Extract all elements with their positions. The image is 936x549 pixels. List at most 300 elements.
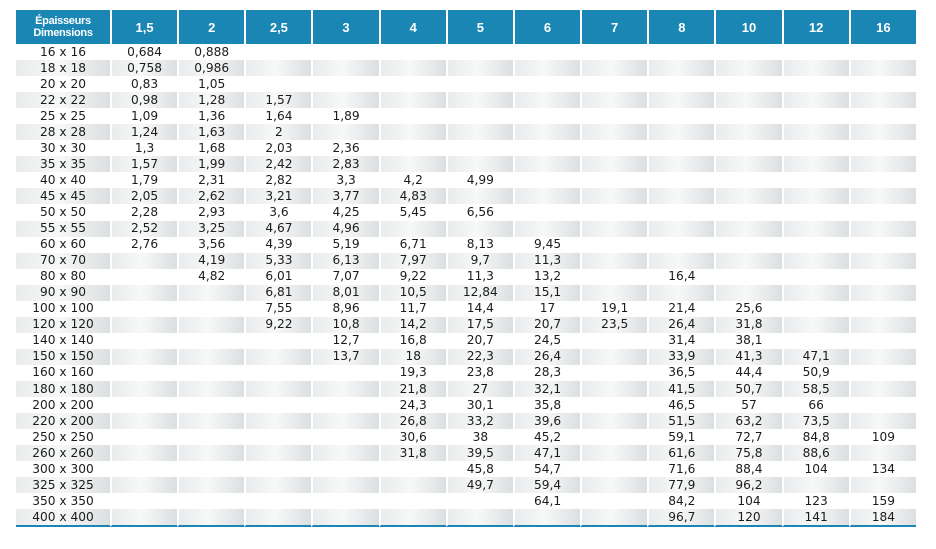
thickness-header: 2,5 [244,10,311,44]
table-row [16,365,916,381]
weight-cell [311,397,378,413]
weight-cell [580,76,647,92]
weight-cell: 2,42 [244,156,311,172]
weight-cell: 20,7 [513,317,580,333]
dimension-cell: 140 x 140 [16,333,110,349]
dimension-cell: 400 x 400 [16,509,110,527]
weight-cell: 35,8 [513,397,580,413]
weight-cell: 50,7 [714,381,781,397]
weight-cell: 51,5 [647,413,714,429]
weight-cell [311,445,378,461]
weight-cell [513,124,580,140]
weight-cell: 45,8 [446,461,513,477]
weight-cell [849,156,916,172]
thickness-header: 1,5 [110,10,177,44]
weight-cell: 13,7 [311,349,378,365]
weight-cell [311,92,378,108]
table-row [16,397,916,413]
weight-cell [311,365,378,381]
weight-cell [177,317,244,333]
weight-cell [513,172,580,188]
weight-cell [580,44,647,60]
weight-cell: 2,31 [177,172,244,188]
weight-cell [714,124,781,140]
weight-cell [110,397,177,413]
weight-cell [379,493,446,509]
weight-cell [177,365,244,381]
weight-cell: 96,2 [714,477,781,493]
table-row [16,493,916,509]
thickness-header: 3 [311,10,378,44]
weight-cell: 10,5 [379,285,446,301]
weight-cell [580,413,647,429]
weight-cell [782,124,849,140]
dimension-cell: 60 x 60 [16,237,110,253]
weight-cell: 1,57 [244,92,311,108]
dimension-axis-label: Dimensions [33,27,93,39]
weight-cell [580,92,647,108]
weight-cell [379,477,446,493]
weight-cell [714,92,781,108]
weight-cell [714,60,781,76]
weight-cell [244,509,311,527]
table-row [16,92,916,108]
dimension-cell: 80 x 80 [16,269,110,285]
weight-cell [782,477,849,493]
weight-cell: 4,67 [244,221,311,237]
weight-cell [647,44,714,60]
weight-cell: 1,63 [177,124,244,140]
thickness-header: 5 [446,10,513,44]
weight-cell: 5,33 [244,253,311,269]
weight-cell: 0,986 [177,60,244,76]
weight-cell [849,413,916,429]
weight-cell [110,493,177,509]
weight-cell [580,237,647,253]
weight-cell: 17 [513,301,580,317]
weight-cell: 24,3 [379,397,446,413]
weight-cell: 49,7 [446,477,513,493]
weight-cell [580,172,647,188]
dimension-cell: 55 x 55 [16,221,110,237]
weight-cell [647,124,714,140]
weight-cell [110,509,177,527]
weight-cell [849,477,916,493]
weight-cell [849,124,916,140]
thickness-header: 10 [714,10,781,44]
weight-cell [580,493,647,509]
weight-cell [110,269,177,285]
weight-cell: 12,7 [311,333,378,349]
dimension-cell: 90 x 90 [16,285,110,301]
weight-cell [647,221,714,237]
weight-table-container [16,10,916,527]
weight-cell [311,124,378,140]
weight-cell [513,60,580,76]
weight-cell [849,108,916,124]
weight-cell [244,477,311,493]
weight-cell [244,365,311,381]
weight-cell: 17,5 [446,317,513,333]
weight-cell [782,317,849,333]
weight-cell [647,156,714,172]
dimension-cell: 70 x 70 [16,253,110,269]
weight-cell: 3,21 [244,188,311,204]
weight-cell: 6,13 [311,253,378,269]
weight-cell: 2,93 [177,204,244,220]
weight-cell [110,413,177,429]
weight-cell: 31,8 [714,317,781,333]
weight-cell [849,301,916,317]
dimension-cell: 120 x 120 [16,317,110,333]
weight-cell: 3,6 [244,204,311,220]
weight-cell: 4,19 [177,253,244,269]
weight-cell: 104 [782,461,849,477]
dimension-cell: 220 x 200 [16,413,110,429]
weight-cell: 11,3 [446,269,513,285]
weight-cell [379,221,446,237]
weight-cell: 15,1 [513,285,580,301]
weight-cell: 11,3 [513,253,580,269]
table-row [16,349,916,365]
weight-cell: 26,8 [379,413,446,429]
weight-cell [446,509,513,527]
weight-cell: 19,3 [379,365,446,381]
weight-cell: 16,4 [647,269,714,285]
weight-cell [379,92,446,108]
weight-cell: 4,83 [379,188,446,204]
weight-cell [782,253,849,269]
weight-cell [782,92,849,108]
weight-cell: 8,01 [311,285,378,301]
weight-cell: 2 [244,124,311,140]
weight-cell: 159 [849,493,916,509]
weight-cell: 1,89 [311,108,378,124]
weight-cell [580,269,647,285]
weight-cell [379,108,446,124]
table-row [16,237,916,253]
table-row [16,124,916,140]
weight-cell [580,140,647,156]
weight-cell: 32,1 [513,381,580,397]
weight-cell [714,253,781,269]
weight-cell [714,76,781,92]
weight-cell: 63,2 [714,413,781,429]
weight-cell [714,108,781,124]
weight-cell: 14,4 [446,301,513,317]
weight-cell: 73,5 [782,413,849,429]
table-row [16,285,916,301]
weight-cell: 30,6 [379,429,446,445]
weight-cell [311,509,378,527]
dimension-cell: 350 x 350 [16,493,110,509]
weight-cell [849,221,916,237]
weight-cell [647,92,714,108]
weight-cell: 4,82 [177,269,244,285]
weight-cell: 47,1 [513,445,580,461]
weight-cell [446,60,513,76]
weight-cell [580,381,647,397]
weight-cell [244,44,311,60]
weight-cell [580,461,647,477]
dimension-cell: 18 x 18 [16,60,110,76]
weight-cell: 120 [714,509,781,527]
weight-cell: 2,36 [311,140,378,156]
weight-cell [849,204,916,220]
table-row [16,429,916,445]
weight-cell [714,44,781,60]
weight-cell: 39,6 [513,413,580,429]
weight-cell: 22,3 [446,349,513,365]
weight-cell [580,349,647,365]
weight-cell [647,285,714,301]
weight-cell [177,349,244,365]
weight-cell: 57 [714,397,781,413]
weight-cell: 64,1 [513,493,580,509]
table-row [16,253,916,269]
weight-cell: 2,28 [110,204,177,220]
weight-cell [849,253,916,269]
weight-cell: 61,6 [647,445,714,461]
weight-cell [379,124,446,140]
weight-cell: 84,2 [647,493,714,509]
weight-cell [580,397,647,413]
weight-cell [110,461,177,477]
weight-cell: 4,99 [446,172,513,188]
weight-cell: 59,1 [647,429,714,445]
weight-cell: 3,56 [177,237,244,253]
dimension-cell: 180 x 180 [16,381,110,397]
dimension-cell: 25 x 25 [16,108,110,124]
weight-cell [244,397,311,413]
weight-cell [379,44,446,60]
dimension-cell: 50 x 50 [16,204,110,220]
weight-cell: 71,6 [647,461,714,477]
dimension-cell: 100 x 100 [16,301,110,317]
weight-cell: 0,83 [110,76,177,92]
weight-cell [782,285,849,301]
weight-cell: 21,4 [647,301,714,317]
weight-cell [580,156,647,172]
weight-cell: 7,97 [379,253,446,269]
weight-cell [782,269,849,285]
weight-cell [311,76,378,92]
weight-cell [513,76,580,92]
table-row [16,140,916,156]
weight-cell [446,108,513,124]
weight-cell: 19,1 [580,301,647,317]
weight-cell: 8,96 [311,301,378,317]
weight-cell [849,269,916,285]
dimension-cell: 22 x 22 [16,92,110,108]
weight-cell: 25,6 [714,301,781,317]
dimension-cell: 300 x 300 [16,461,110,477]
table-row [16,301,916,317]
weight-cell: 38,1 [714,333,781,349]
weight-cell [849,397,916,413]
weight-cell [311,429,378,445]
weight-cell: 38 [446,429,513,445]
weight-cell [647,172,714,188]
weight-cell: 1,09 [110,108,177,124]
weight-cell [379,156,446,172]
weight-cell [513,108,580,124]
weight-cell: 41,3 [714,349,781,365]
weight-cell [446,156,513,172]
table-row [16,445,916,461]
weight-cell [849,188,916,204]
weight-cell [714,237,781,253]
weight-cell [513,92,580,108]
weight-cell [513,509,580,527]
weight-cell [110,285,177,301]
weight-cell [446,92,513,108]
weight-cell [446,140,513,156]
header-row [16,10,916,44]
corner-header [16,10,110,44]
weight-cell: 123 [782,493,849,509]
weight-cell: 36,5 [647,365,714,381]
weight-cell: 66 [782,397,849,413]
weight-cell [446,493,513,509]
table-row [16,269,916,285]
weight-cell [647,204,714,220]
weight-cell [714,140,781,156]
weight-cell: 7,07 [311,269,378,285]
weight-cell: 104 [714,493,781,509]
weight-cell [714,156,781,172]
weight-cell: 1,28 [177,92,244,108]
table-row [16,461,916,477]
weight-cell [244,381,311,397]
table-body [16,44,916,527]
weight-cell [580,60,647,76]
weight-cell: 14,2 [379,317,446,333]
dimension-cell: 35 x 35 [16,156,110,172]
weight-cell: 2,05 [110,188,177,204]
weight-cell [110,349,177,365]
weight-cell [244,349,311,365]
weight-cell [379,509,446,527]
table-row [16,204,916,220]
weight-cell: 0,888 [177,44,244,60]
weight-cell: 46,5 [647,397,714,413]
weight-cell [513,44,580,60]
weight-cell [513,188,580,204]
table-row [16,381,916,397]
weight-cell [311,44,378,60]
dimension-cell: 45 x 45 [16,188,110,204]
weight-cell: 2,82 [244,172,311,188]
weight-cell [311,461,378,477]
weight-cell: 33,2 [446,413,513,429]
table-row [16,156,916,172]
weight-cell: 2,76 [110,237,177,253]
weight-cell: 1,99 [177,156,244,172]
weight-cell [177,429,244,445]
weight-cell [446,188,513,204]
weight-cell: 31,8 [379,445,446,461]
weight-cell [647,76,714,92]
weight-cell [110,445,177,461]
weight-cell [110,333,177,349]
weight-cell: 26,4 [513,349,580,365]
weight-cell: 9,7 [446,253,513,269]
weight-cell: 1,3 [110,140,177,156]
weight-cell [311,493,378,509]
thickness-axis-label: Épaisseurs [35,15,91,27]
weight-cell [849,317,916,333]
weight-cell [714,188,781,204]
weight-cell: 16,8 [379,333,446,349]
weight-cell: 2,03 [244,140,311,156]
weight-cell: 13,2 [513,269,580,285]
weight-cell: 5,45 [379,204,446,220]
weight-cell: 12,84 [446,285,513,301]
dimension-cell: 325 x 325 [16,477,110,493]
weight-cell [647,188,714,204]
weight-cell: 11,7 [379,301,446,317]
table-row [16,188,916,204]
weight-cell: 18 [379,349,446,365]
weight-cell: 4,25 [311,204,378,220]
dimension-cell: 150 x 150 [16,349,110,365]
table-row [16,44,916,60]
weight-cell [177,301,244,317]
weight-cell: 45,2 [513,429,580,445]
weight-cell [647,60,714,76]
weight-cell: 27 [446,381,513,397]
weight-cell: 59,4 [513,477,580,493]
thickness-header: 4 [379,10,446,44]
dimension-cell: 28 x 28 [16,124,110,140]
weight-cell [782,140,849,156]
weight-cell [580,429,647,445]
weight-cell [177,445,244,461]
thickness-header: 12 [782,10,849,44]
weight-cell: 26,4 [647,317,714,333]
weight-cell: 72,7 [714,429,781,445]
weight-cell: 54,7 [513,461,580,477]
weight-cell [647,140,714,156]
weight-cell [311,477,378,493]
weight-table [16,10,916,527]
weight-cell [311,413,378,429]
weight-cell [244,429,311,445]
weight-cell [782,301,849,317]
weight-cell: 1,79 [110,172,177,188]
weight-cell [446,44,513,60]
weight-cell: 23,8 [446,365,513,381]
weight-cell [849,60,916,76]
weight-cell [244,445,311,461]
weight-cell [446,221,513,237]
weight-cell [714,204,781,220]
weight-cell [782,76,849,92]
weight-cell [177,333,244,349]
weight-cell: 2,83 [311,156,378,172]
weight-cell [244,60,311,76]
weight-cell [177,493,244,509]
weight-cell [782,172,849,188]
weight-cell [513,156,580,172]
weight-cell [446,124,513,140]
weight-cell: 1,24 [110,124,177,140]
table-row [16,317,916,333]
weight-cell: 9,22 [244,317,311,333]
weight-cell [849,44,916,60]
weight-cell [782,156,849,172]
